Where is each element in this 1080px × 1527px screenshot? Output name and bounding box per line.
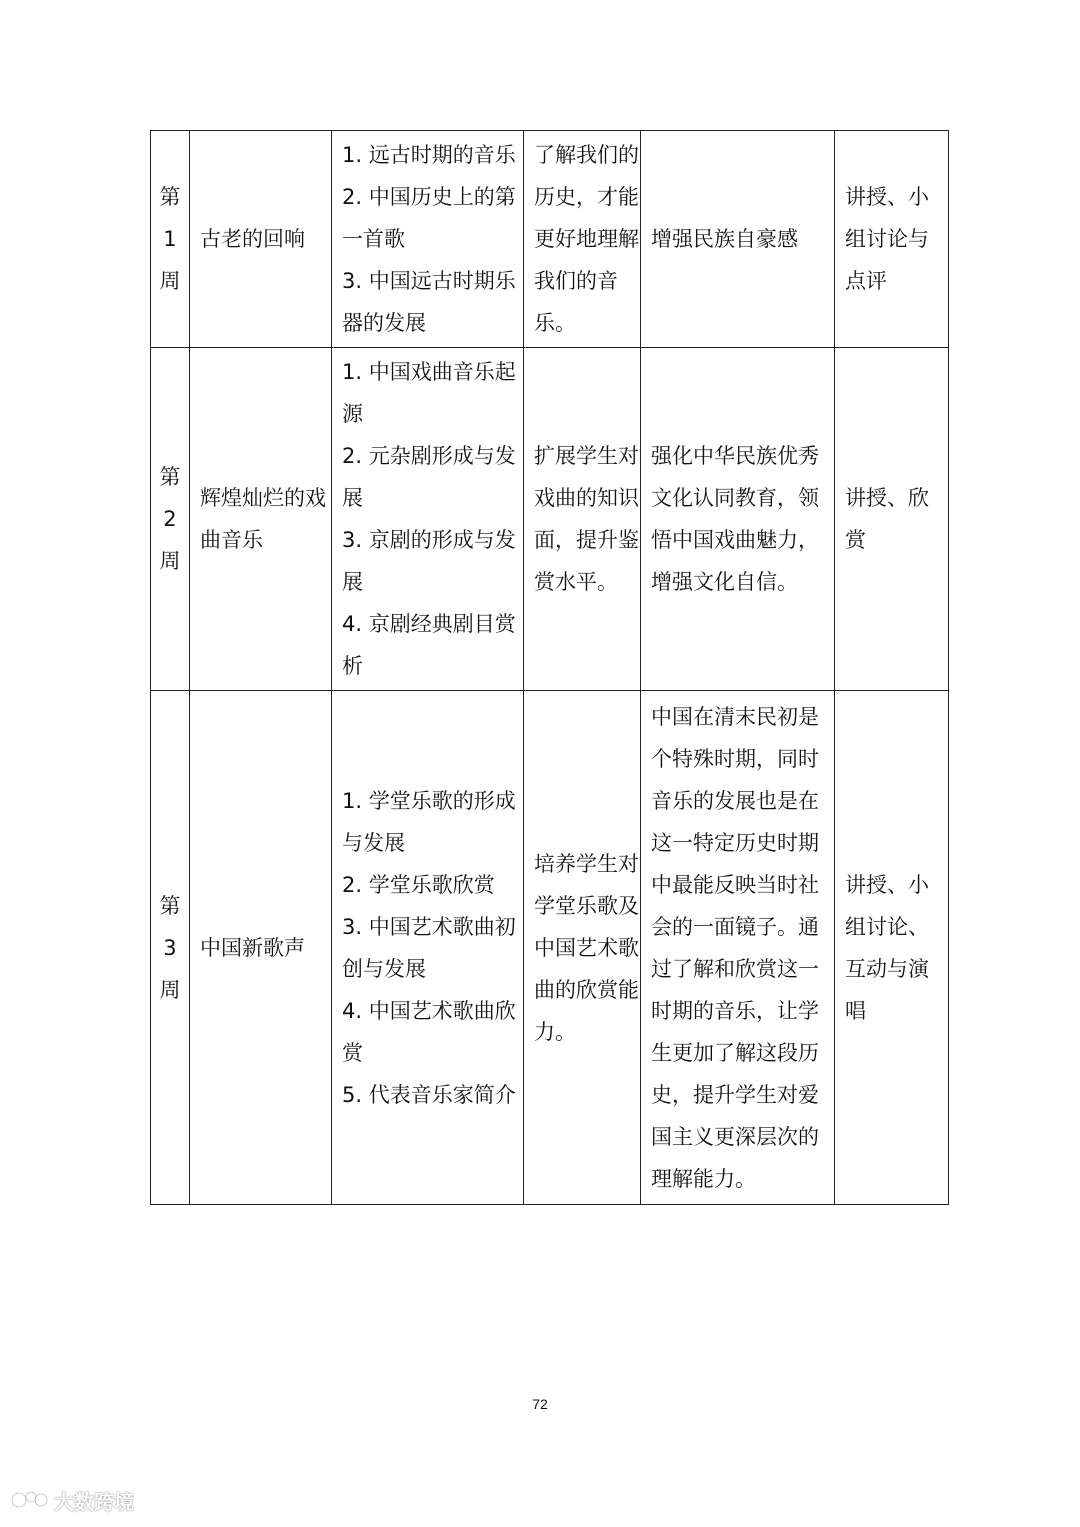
content-item: 1. 中国戏曲音乐起源 — [342, 360, 516, 426]
content-item: 5. 代表音乐家简介 — [342, 1082, 516, 1107]
content-item: 1. 学堂乐歌的形成与发展 — [342, 788, 516, 855]
content-item: 2. 学堂乐歌欣赏 — [342, 872, 495, 897]
week-number: 3 — [163, 935, 177, 960]
teaching-method-cell: 讲授、欣赏 — [835, 348, 949, 691]
bubble-logo-icon — [10, 1488, 50, 1512]
week-label-prefix: 第 — [159, 465, 181, 489]
topic-title-cell: 中国新歌声 — [190, 691, 332, 1205]
teaching-method-cell: 讲授、小组讨论、互动与演唱 — [835, 691, 949, 1205]
topic-title-cell: 辉煌灿烂的戏曲音乐 — [190, 348, 332, 691]
course-schedule-table — [150, 130, 949, 1205]
knowledge-goal-cell: 了解我们的历史，才能更好地理解我们的音乐。 — [524, 131, 641, 348]
week-label-prefix: 第 — [159, 185, 181, 209]
watermark-text: 大数跨境 — [54, 1489, 134, 1514]
week-number: 2 — [163, 507, 177, 531]
week-label-suffix: 周 — [159, 977, 181, 1002]
content-list-cell — [332, 131, 524, 348]
week-label-prefix: 第 — [159, 893, 181, 918]
table-row — [151, 131, 949, 348]
knowledge-goal-cell: 培养学生对学堂乐歌及中国艺术歌曲的欣赏能力。 — [524, 691, 641, 1205]
watermark — [10, 1486, 134, 1514]
ideology-goal-cell: 中国在清末民初是个特殊时期，同时音乐的发展也是在这一特定历史时期中最能反映当时社会的一面镜子。通过了解和欣赏这一时期的音乐，让学生更加了解这段历史，提升学生对爱国主义更深层次的理解能力。 — [641, 691, 835, 1205]
content-item: 1. 远古时期的音乐 — [342, 143, 516, 167]
content-list-cell — [332, 691, 524, 1205]
content-item: 3. 中国艺术歌曲初创与发展 — [342, 914, 516, 981]
topic-title-cell: 古老的回响 — [190, 131, 332, 348]
week-number: 1 — [163, 227, 177, 251]
content-list-cell — [332, 348, 524, 691]
week-cell — [151, 348, 190, 691]
knowledge-goal-cell: 扩展学生对戏曲的知识面，提升鉴赏水平。 — [524, 348, 641, 691]
week-label-suffix: 周 — [159, 269, 181, 293]
week-cell — [151, 691, 190, 1205]
page-number: 72 — [532, 1396, 548, 1412]
week-label-suffix: 周 — [159, 549, 181, 573]
teaching-method-cell: 讲授、小组讨论与点评 — [835, 131, 949, 348]
content-item: 4. 京剧经典剧目赏析 — [342, 612, 516, 678]
content-item: 2. 中国历史上的第一首歌 — [342, 185, 516, 251]
table-row — [151, 691, 949, 1205]
table-row — [151, 348, 949, 691]
content-item: 4. 中国艺术歌曲欣赏 — [342, 998, 516, 1065]
week-cell — [151, 131, 190, 348]
content-item: 3. 京剧的形成与发展 — [342, 528, 516, 594]
content-item: 2. 元杂剧形成与发展 — [342, 444, 516, 510]
ideology-goal-cell: 强化中华民族优秀文化认同教育，领悟中国戏曲魅力，增强文化自信。 — [641, 348, 835, 691]
content-item: 3. 中国远古时期乐器的发展 — [342, 269, 516, 335]
ideology-goal-cell: 增强民族自豪感 — [641, 131, 835, 348]
